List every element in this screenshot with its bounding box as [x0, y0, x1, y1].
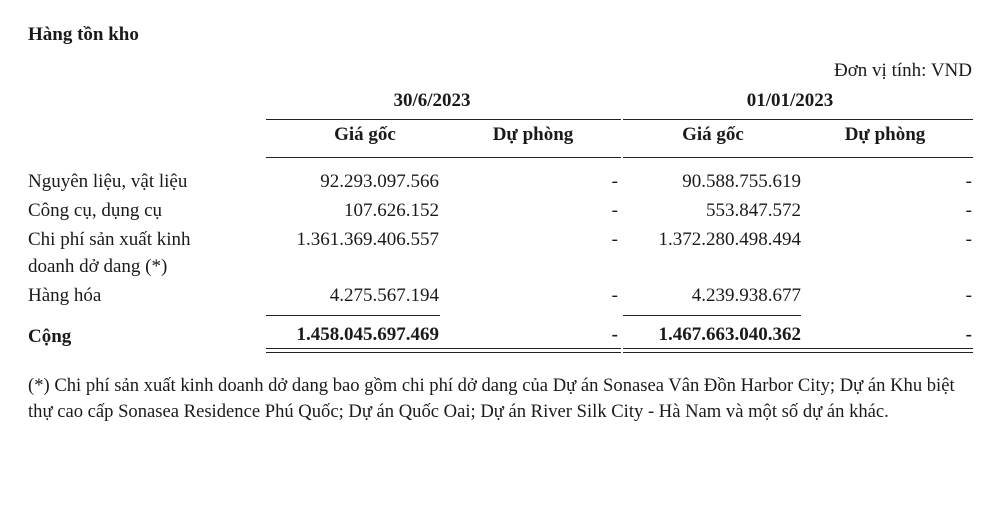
- table-cell: -: [965, 200, 972, 221]
- table-cell: -: [611, 285, 618, 306]
- section-title: Hàng tồn kho: [28, 24, 139, 45]
- table-cell: 90.588.755.619: [682, 171, 801, 192]
- row-label: Công cụ, dụng cụ: [28, 200, 163, 221]
- row-label-continued: doanh dở dang (*): [28, 256, 168, 277]
- table-cell: 107.626.152: [344, 200, 439, 221]
- table-cell: -: [965, 171, 972, 192]
- table-cell: -: [965, 229, 972, 250]
- total-cell: 1.467.663.040.362: [658, 324, 801, 345]
- table-cell: -: [611, 171, 618, 192]
- table-cell: 553.847.572: [706, 200, 801, 221]
- table-cell: -: [965, 285, 972, 306]
- table-cell: -: [611, 200, 618, 221]
- table-cell: 92.293.097.566: [320, 171, 439, 192]
- col-header-provision-2: Dự phòng: [844, 124, 926, 145]
- total-double-underline-1a: [266, 348, 621, 349]
- total-cell: 1.458.045.697.469: [296, 324, 439, 345]
- unit-label: Đơn vị tính: VND: [834, 60, 972, 81]
- table-cell: -: [611, 229, 618, 250]
- total-label: Cộng: [28, 326, 72, 347]
- footnote: (*) Chi phí sản xuất kinh doanh dở dang bao gồm chi phí dở dang của Dự án Sonasea Vân Đồn Harbor City; Dự án Khu biệt thự cao cấp Sonasea Residence Phú Quốc; Dự án Quốc Oai; Dự án River Silk City - Hà Nam và một số dự án khác.: [28, 375, 955, 422]
- col-header-cost-2: Giá gốc: [682, 124, 744, 145]
- total-double-underline-2b: [623, 352, 973, 353]
- row-label: Nguyên liệu, vật liệu: [28, 171, 188, 192]
- period-underline-2: [623, 119, 973, 120]
- col-underline-2: [623, 157, 973, 158]
- period-underline-1: [266, 119, 621, 120]
- row-label: Chi phí sản xuất kinh: [28, 229, 191, 250]
- total-overline-1: [266, 315, 440, 316]
- table-cell: 1.361.369.406.557: [296, 229, 439, 250]
- row-label: Hàng hóa: [28, 285, 102, 306]
- table-cell: 1.372.280.498.494: [658, 229, 801, 250]
- table-cell: 4.275.567.194: [329, 285, 439, 306]
- period-header-1: 30/6/2023: [393, 90, 471, 111]
- total-cell: -: [611, 324, 618, 345]
- total-double-underline-1b: [266, 352, 621, 353]
- total-overline-2: [623, 315, 801, 316]
- period-header-2: 01/01/2023: [746, 90, 834, 111]
- col-header-cost-1: Giá gốc: [334, 124, 396, 145]
- col-header-provision-1: Dự phòng: [492, 124, 574, 145]
- total-double-underline-2a: [623, 348, 973, 349]
- table-cell: 4.239.938.677: [691, 285, 801, 306]
- total-cell: -: [965, 324, 972, 345]
- col-underline-1: [266, 157, 621, 158]
